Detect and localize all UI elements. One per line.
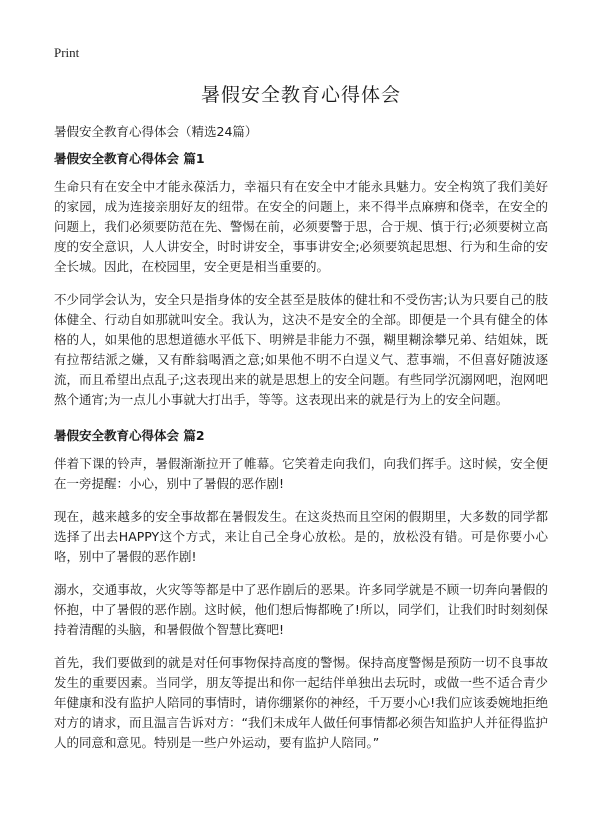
paragraph: 现在，越来越多的安全事故都在暑假发生。在这炎热而且空闲的假期里，大多数的同学都选择了出去HAPPY这个方式，来让自己全身心放松。是的，放松没有错。可是你要小心咯，别中了暑假的恶作剧!: [54, 509, 548, 564]
document-content: [54, 150, 548, 766]
section-heading: 暑假安全教育心得体会 篇2: [54, 428, 205, 443]
paragraph: 不少同学会认为，安全只是指身体的安全甚至是肢体的健壮和不受伤害;认为只要自己的肢体健全、行动自如那就叫安全。我认为，这决不是安全的全部。即便是一个具有健全的体格的人，如果他的思想道德水平低下、明辨是非能力不强，糊里糊涂攀兄弟、结姐妹，既有拉帮结派之嫌，又有酢翁喝酒之意;如果他不明不白逞义气、惹事端，不但喜好随波逐流，而且希望出点乱子;这表现出来的就是思想上的安全问题。有些同学沉溺网吧，泡网吧熬个通宵;为一点儿小事就大打出手，等等。这表现出来的就是行为上的安全问题。: [54, 292, 548, 407]
paragraph: 首先，我们要做到的就是对任何事物保持高度的警惕。保持高度警惕是预防一切不良事故发生的重要因素。当同学，朋友等提出和你一起结伴单独出去玩时，或做一些不适合青少年健康和没有监护人陪同的事情时，请你绷紧你的神经，千万要小心!我们应该委婉地拒绝对方的请求，而且温言告诉对方：“我们未成年人做任何事情都必须告知监护人并征得监护人的同意和意见。特别是一些户外运动，要有监护人陪同。”: [54, 655, 548, 750]
section: [54, 150, 548, 410]
paragraph: 溺水，交通事故，火灾等等都是中了恶作剧后的恶果。许多同学就是不顾一切奔向暑假的怀抱，中了暑假的恶作剧。这时候，他们想后悔都晚了!所以，同学们，让我们时时刻刻保持着清醒的头脑，和暑假做个智慧比赛吧!: [54, 582, 548, 637]
section-heading: 暑假安全教育心得体会 篇1: [54, 151, 205, 166]
print-link[interactable]: Print: [54, 45, 80, 60]
document-subtitle: 暑假安全教育心得体会（精选24篇）: [54, 124, 258, 139]
section: [54, 427, 548, 753]
paragraph: 伴着下课的铃声，暑假渐渐拉开了帷幕。它笑着走向我们，向我们挥手。这时候，安全便在一旁提醒：小心，别中了暑假的恶作剧!: [54, 456, 548, 491]
paragraph: 生命只有在安全中才能永葆活力，幸福只有在安全中才能永具魅力。安全构筑了我们美好的家园，成为连接亲朋好友的纽带。在安全的问题上，来不得半点麻痹和侥幸，在安全的问题上，我们必须要防范在先、警惕在前，必须要警于思，合于规、慎于行;必须要树立高度的安全意识，人人讲安全，时时讲安全，事事讲安全;必须要筑起思想、行为和生命的安全长城。因此，在校园里，安全更是相当重要的。: [54, 179, 548, 274]
page-title: 暑假安全教育心得体会: [200, 84, 401, 106]
